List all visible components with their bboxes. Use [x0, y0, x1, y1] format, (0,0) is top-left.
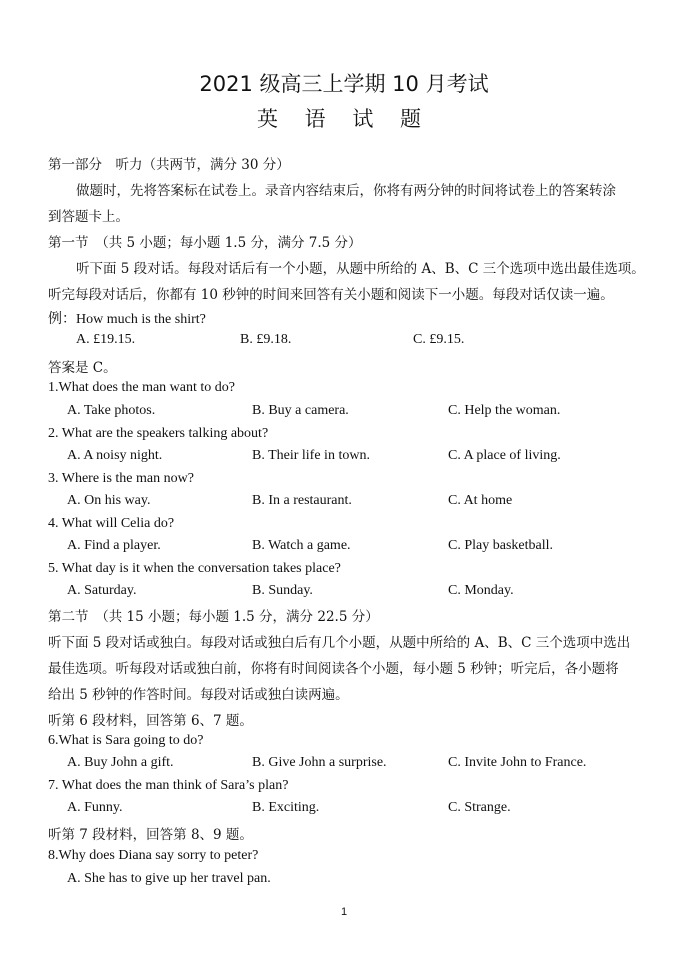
- option-b: B. Exciting.: [252, 800, 320, 815]
- question-text: 4. What will Celia do?: [48, 516, 175, 531]
- example-option-c: C. £9.15.: [413, 332, 465, 347]
- example-option-a: A. £19.15.: [76, 332, 136, 347]
- question-text: 8.Why does Diana say sorry to peter?: [48, 848, 259, 863]
- part1-heading: 第一部分 听力（共两节，满分 30 分）: [48, 157, 290, 173]
- page-number: 1: [340, 906, 348, 918]
- option-c: C. Strange.: [448, 800, 511, 815]
- question-text: 3. Where is the man now?: [48, 471, 194, 486]
- option-b: B. In a restaurant.: [252, 493, 352, 508]
- option-a: A. Funny.: [67, 800, 123, 815]
- question-text: 2. What are the speakers talking about?: [48, 426, 269, 441]
- section2-line2: 最佳选项。听每段对话或独白前，你将有时间阅读各个小题，每小题 5 秒钟；听完后，各小题将: [48, 661, 619, 677]
- option-a: A. Buy John a gift.: [67, 755, 174, 770]
- example-option-b: B. £9.18.: [240, 332, 292, 347]
- section1-heading: 第一节 （共 5 小题；每小题 1.5 分，满分 7.5 分）: [48, 235, 362, 251]
- option-a: A. Saturday.: [67, 583, 137, 598]
- section1-line2: 听完每段对话后，你都有 10 秒钟的时间来回答有关小题和阅读下一小题。每段对话仅读一遍。: [48, 287, 614, 303]
- option-b: B. Buy a camera.: [252, 403, 349, 418]
- example-question: 例：How much is the shirt?: [48, 312, 206, 327]
- section2-line1: 听下面 5 段对话或独白。每段对话或独白后有几个小题，从题中所给的 A、B、C 三个选项中选出: [48, 635, 631, 651]
- example-answer: 答案是 C。: [48, 360, 117, 376]
- part1-instruction-line1: 做题时，先将答案标在试卷上。录音内容结束后，你将有两分钟的时间将试卷上的答案转涂: [76, 183, 616, 199]
- option-a: A. Find a player.: [67, 538, 161, 553]
- option-a: A. Take photos.: [67, 403, 156, 418]
- part1-instruction-line2: 到答题卡上。: [48, 209, 129, 225]
- question-text: 5. What day is it when the conversation takes place?: [48, 561, 341, 576]
- option-c: C. Monday.: [448, 583, 514, 598]
- exam-title: 2021 级高三上学期 10 月考试: [199, 72, 489, 96]
- option-a: A. She has to give up her travel pan.: [67, 871, 271, 886]
- option-c: C. Help the woman.: [448, 403, 561, 418]
- option-b: B. Sunday.: [252, 583, 313, 598]
- section1-line1: 听下面 5 段对话。每段对话后有一个小题，从题中所给的 A、B、C 三个选项中选出最佳选项。: [76, 261, 645, 277]
- exam-subtitle: 英 语 试 题: [256, 107, 432, 131]
- option-c: C. A place of living.: [448, 448, 561, 463]
- section2-line3: 给出 5 秒钟的作答时间。每段对话或独白读两遍。: [48, 687, 349, 703]
- section2-heading: 第二节 （共 15 小题；每小题 1.5 分，满分 22.5 分）: [48, 609, 379, 625]
- option-a: A. On his way.: [67, 493, 151, 508]
- option-b: B. Their life in town.: [252, 448, 370, 463]
- option-c: C. Play basketball.: [448, 538, 553, 553]
- option-c: C. Invite John to France.: [448, 755, 587, 770]
- question-text: 7. What does the man think of Sara’s plan?: [48, 778, 289, 793]
- question-text: 1.What does the man want to do?: [48, 380, 236, 395]
- material-7-instruction: 听第 7 段材料，回答第 8、9 题。: [48, 827, 253, 843]
- option-b: B. Give John a surprise.: [252, 755, 387, 770]
- option-b: B. Watch a game.: [252, 538, 351, 553]
- question-text: 6.What is Sara going to do?: [48, 733, 204, 748]
- option-c: C. At home: [448, 493, 513, 508]
- material-6-instruction: 听第 6 段材料，回答第 6、7 题。: [48, 713, 253, 729]
- option-a: A. A noisy night.: [67, 448, 163, 463]
